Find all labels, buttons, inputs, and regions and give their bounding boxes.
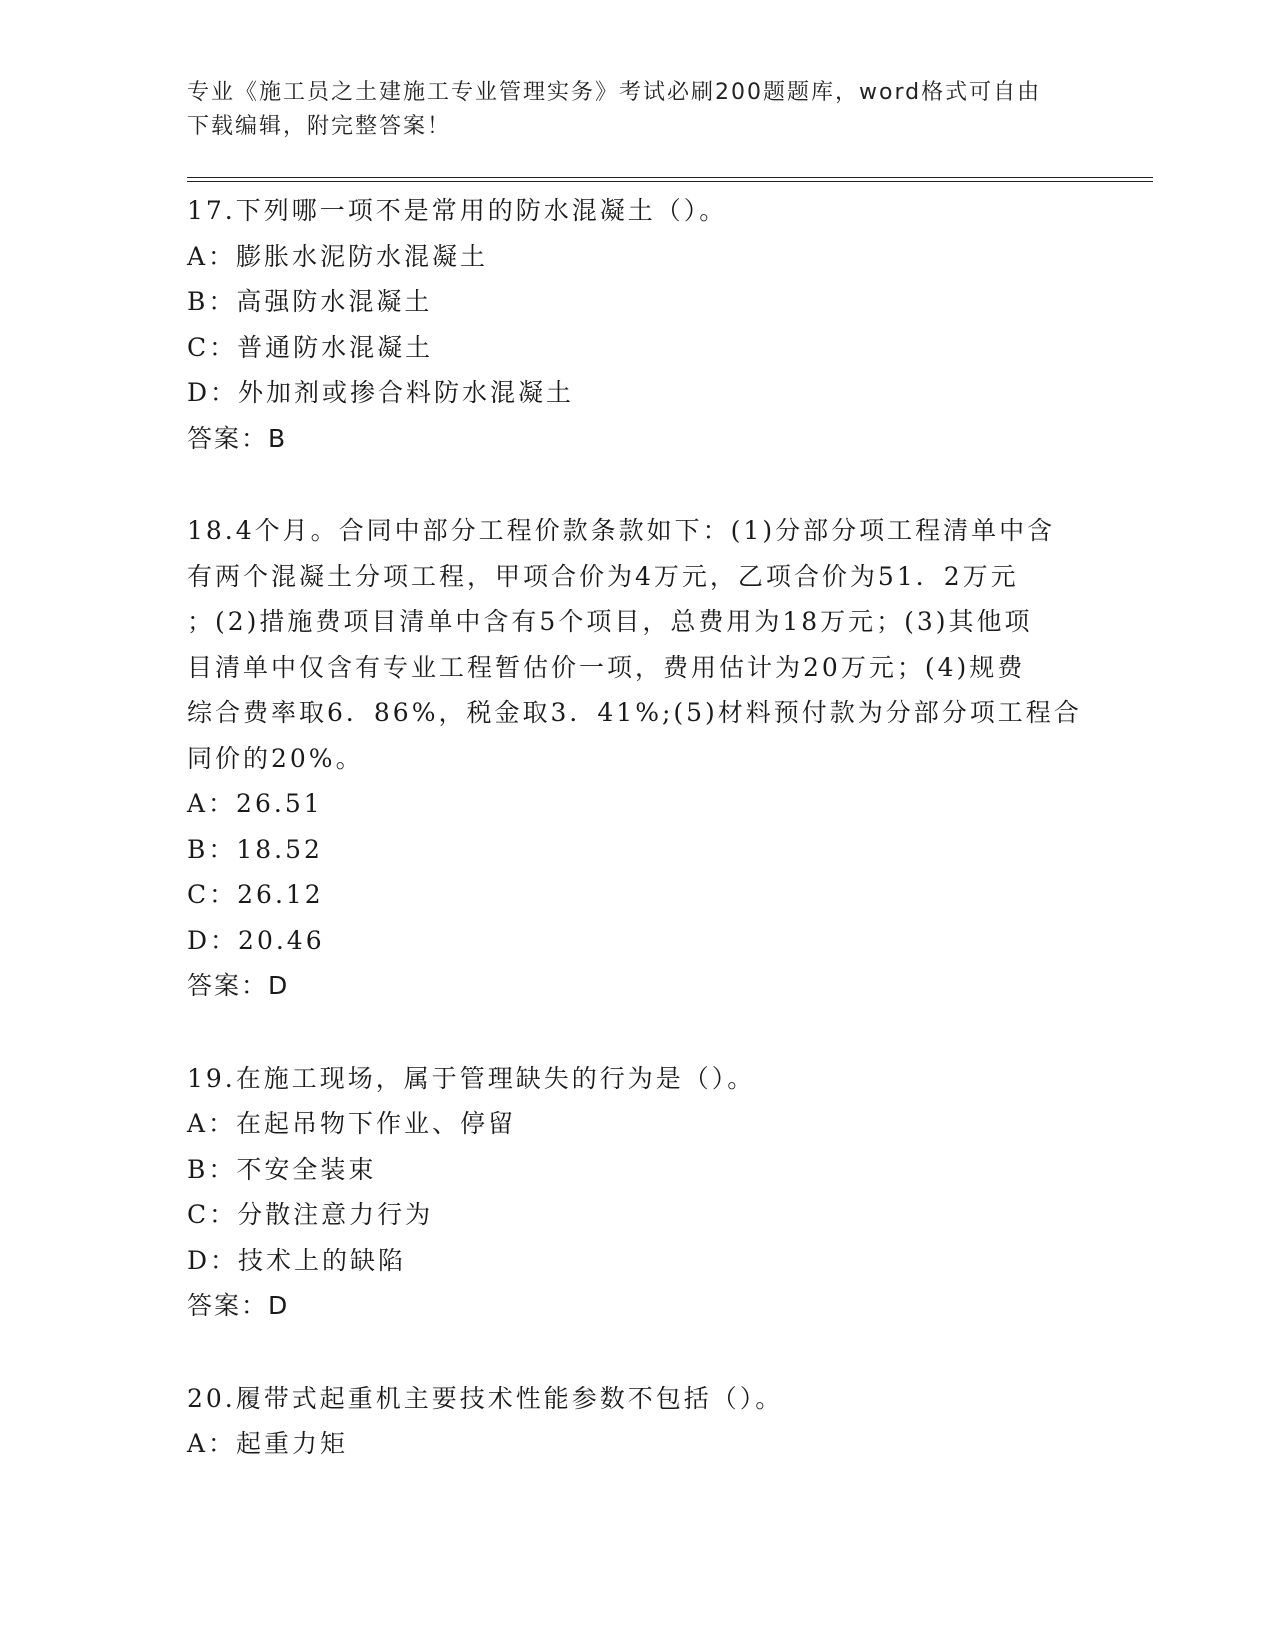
option-a: A：在起吊物下作业、停留 — [187, 1109, 517, 1138]
option-d: D：技术上的缺陷 — [187, 1245, 407, 1275]
question-list — [187, 188, 1087, 1467]
stem-line: ；(2)措施费项目清单中含有5个项目，总费用为18万元；(3)其他项 — [187, 607, 1033, 636]
option-c: C：普通防水混凝土 — [187, 332, 434, 362]
option-c: C：26.12 — [187, 880, 324, 909]
question-17 — [187, 188, 1087, 461]
question-stem: 20.履带式起重机主要技术性能参数不包括（）。 — [187, 1383, 784, 1413]
answer-label: 答案：D — [187, 971, 290, 1000]
answer-label: 答案：D — [187, 1291, 290, 1320]
question-18 — [187, 508, 1087, 1009]
stem-line: 综合费率取6．86%，税金取3．41%;(5)材料预付款为分部分项工程合 — [187, 698, 1082, 727]
option-a: A：26.51 — [187, 789, 323, 818]
option-b: B：高强防水混凝土 — [187, 287, 433, 316]
header-line-1: 专业《施工员之土建施工专业管理实务》考试必刷200题题库，word格式可自由 — [187, 80, 1042, 105]
question-stem: 17.下列哪一项不是常用的防水混凝土（）。 — [187, 196, 728, 225]
header-divider-bottom — [187, 181, 1153, 182]
header-divider-top — [187, 177, 1153, 178]
option-b: B：18.52 — [187, 834, 323, 864]
option-a: A：起重力矩 — [187, 1429, 349, 1458]
document-header — [187, 76, 1087, 144]
option-d: D：外加剂或掺合料防水混凝土 — [187, 378, 575, 407]
answer-label: 答案：B — [187, 423, 288, 453]
option-d: D：20.46 — [187, 925, 325, 955]
header-line-2: 下载编辑，附完整答案！ — [187, 114, 452, 139]
question-20 — [187, 1376, 1087, 1467]
question-stem: 19.在施工现场，属于管理缺失的行为是（）。 — [187, 1063, 756, 1093]
option-b: B：不安全装束 — [187, 1154, 377, 1184]
question-stem — [187, 508, 1087, 781]
stem-line: 有两个混凝土分项工程，甲项合价为4万元，乙项合价为51．2万元 — [187, 561, 1019, 591]
stem-line: 同价的20%。 — [187, 743, 364, 773]
option-a: A：膨胀水泥防水混凝土 — [187, 241, 489, 271]
stem-line: 18.4个月。合同中部分工程价款条款如下：(1)分部分项工程清单中含 — [187, 516, 1056, 545]
option-c: C：分散注意力行为 — [187, 1200, 434, 1229]
question-19 — [187, 1056, 1087, 1329]
stem-line: 目清单中仅含有专业工程暂估价一项，费用估计为20万元；(4)规费 — [187, 652, 1026, 682]
